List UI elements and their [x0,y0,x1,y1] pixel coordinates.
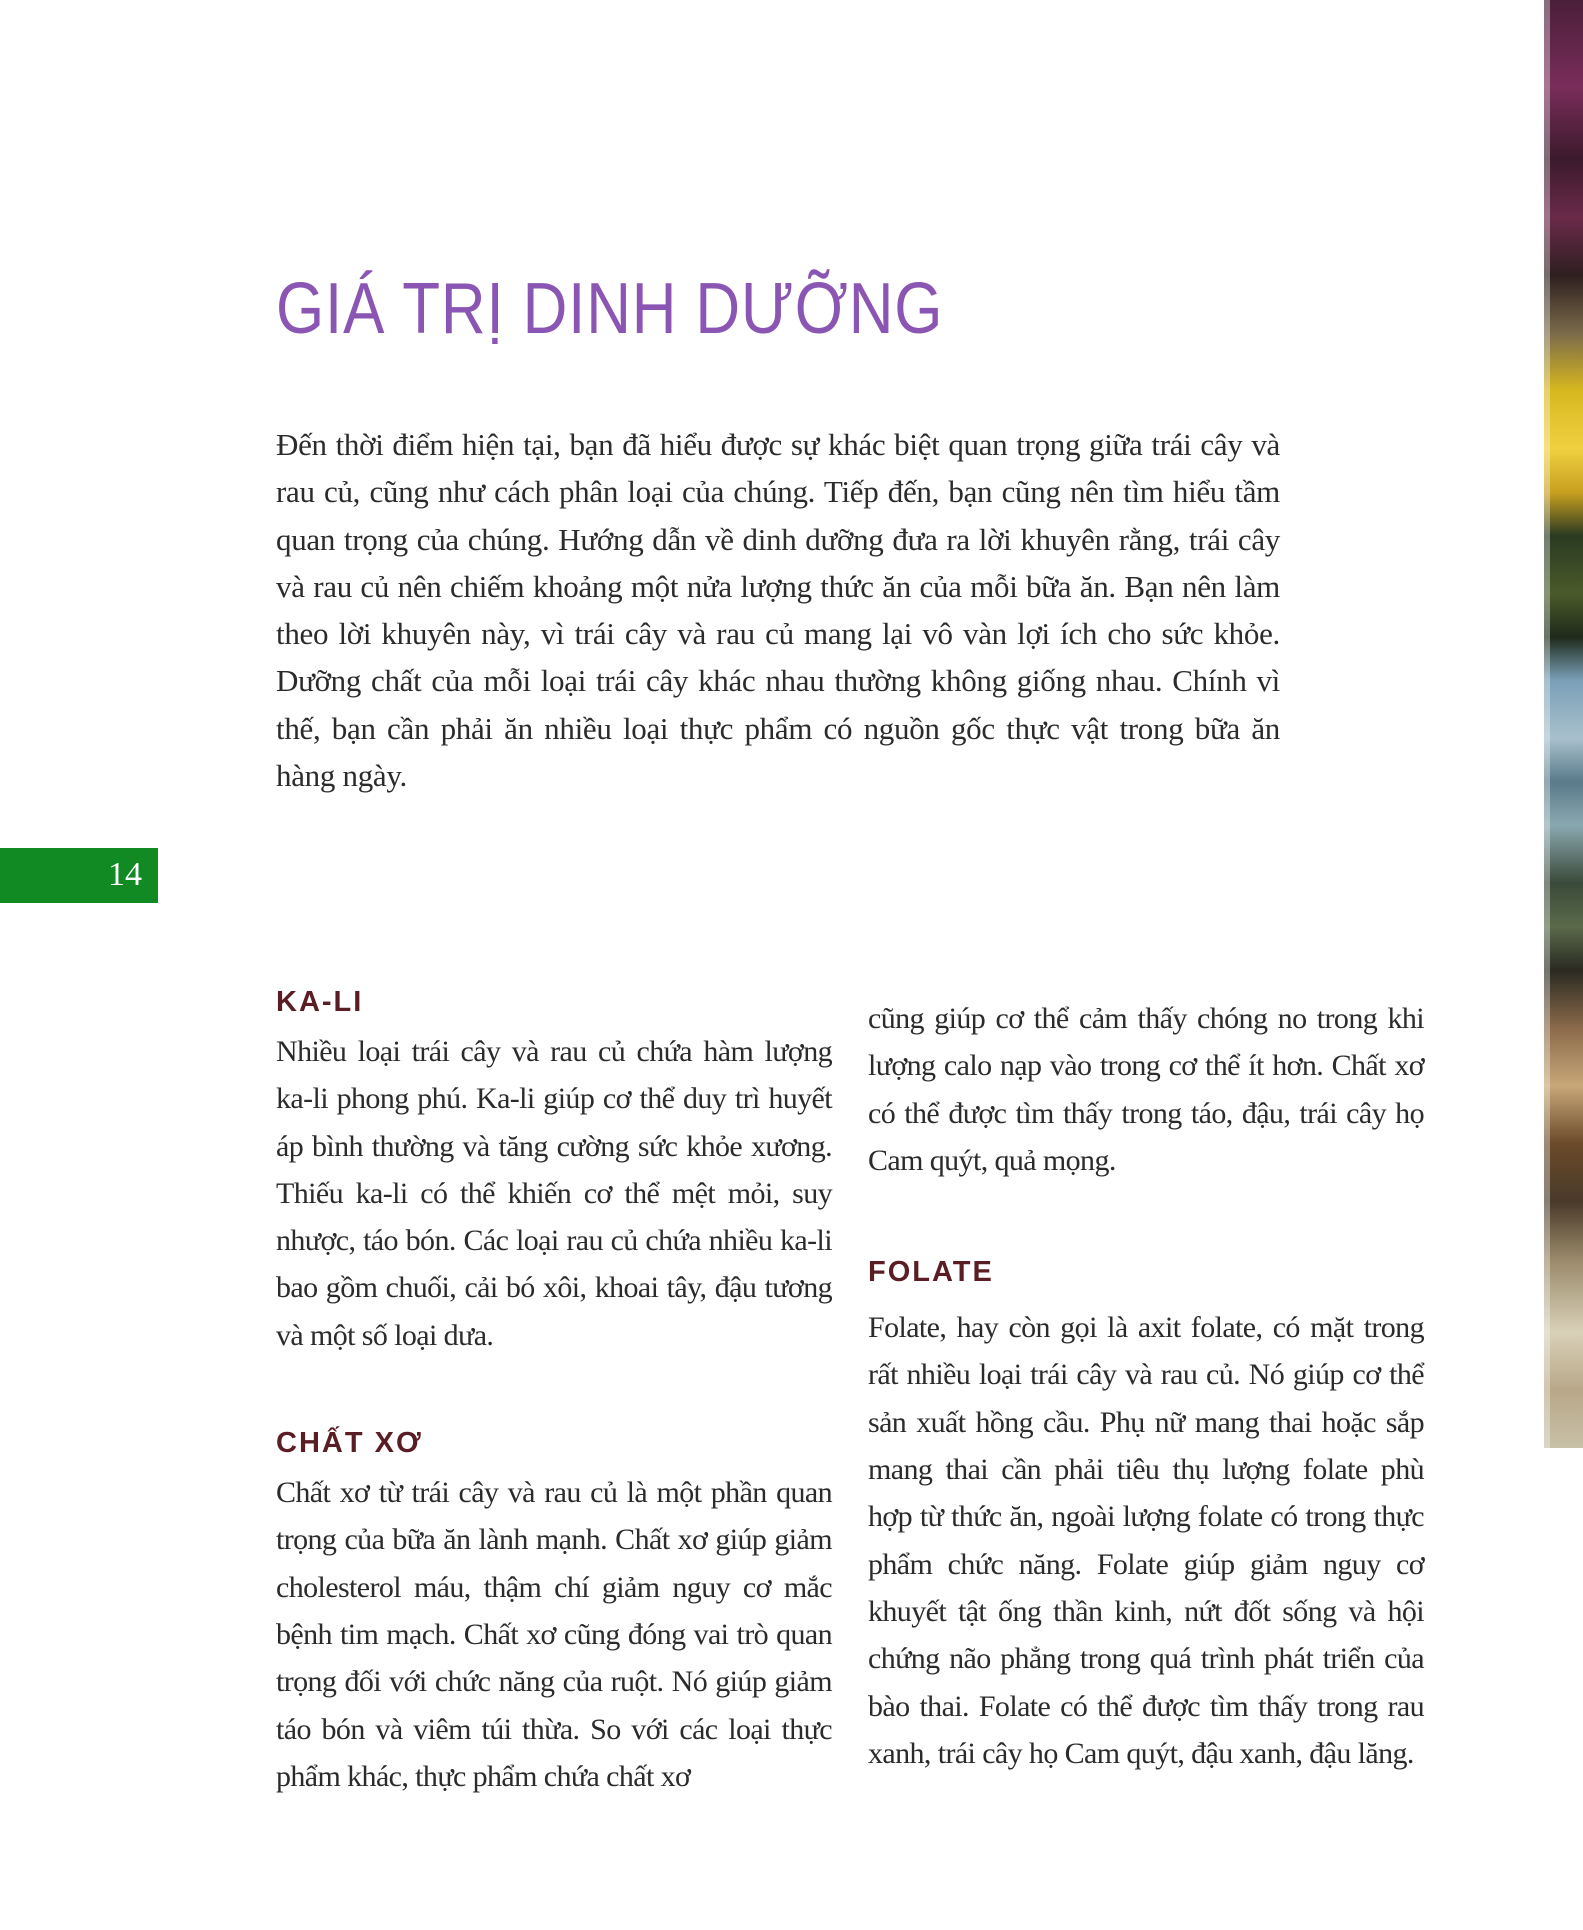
section-heading-folate: FOLATE [868,1256,994,1289]
page-number-tab [0,848,158,903]
section-heading-kali: KA-LI [276,986,364,1018]
section-body-folate: Folate, hay còn gọi là axit folate, có mặt trong rất nhiều loại trái cây và rau củ. Nó giúp cơ thể sản xuất hồng cầu. Phụ nữ mang thai hoặc sắp mang thai cần phải tiêu thụ lượng folate phù hợp từ thức ăn, ngoài lượng folate có trong thực phẩm chức năng. Folate giúp giảm nguy cơ khuyết tật ống thần kinh, nứt đốt sống và hội chứng não phẳng trong quá trình phát triển của bào thai. Folate có thể được tìm thấy trong rau xanh, trái cây họ Cam quýt, đậu xanh, đậu lăng. [868,1311,1424,1770]
section-body-chatxo-continued: cũng giúp cơ thể cảm thấy chóng no trong khi lượng calo nạp vào trong cơ thể ít hơn. Chất xơ có thể được tìm thấy trong táo, đậu, trái cây họ Cam quýt, quả mọng. [868,1002,1424,1177]
section-heading-chatxo: CHẤT XƠ [276,1427,423,1460]
left-column [276,984,832,1800]
right-column [868,995,1424,1777]
page-title: GIÁ TRỊ DINH DƯỠNG [276,269,944,349]
section-body-chatxo: Chất xơ từ trái cây và rau củ là một phần quan trọng của bữa ăn lành mạnh. Chất xơ giúp giảm cholesterol máu, thậm chí giảm nguy cơ mắc bệnh tim mạch. Chất xơ cũng đóng vai trò quan trọng đối với chức năng của ruột. Nó giúp giảm táo bón và viêm túi thừa. So với các loại thực phẩm khác, thực phẩm chứa chất xơ [276,1476,832,1793]
produce-photo-strip [1544,0,1583,1448]
intro-paragraph: Đến thời điểm hiện tại, bạn đã hiểu được sự khác biệt quan trọng giữa trái cây và rau củ, cũng như cách phân loại của chúng. Tiếp đến, bạn cũng nên tìm hiểu tầm quan trọng của chúng. Hướng dẫn về dinh dưỡng đưa ra lời khuyên rằng, trái cây và rau củ nên chiếm khoảng một nửa lượng thức ăn của mỗi bữa ăn. Bạn nên làm theo lời khuyên này, vì trái cây và rau củ mang lại vô vàn lợi ích cho sức khỏe. Dưỡng chất của mỗi loại trái cây khác nhau thường không giống nhau. Chính vì thế, bạn cần phải ăn nhiều loại thực phẩm có nguồn gốc thực vật trong bữa ăn hàng ngày. [276,427,1280,794]
page-number: 14 [108,856,142,893]
section-body-kali: Nhiều loại trái cây và rau củ chứa hàm lượng ka-li phong phú. Ka-li giúp cơ thể duy trì huyết áp bình thường và tăng cường sức khỏe xương. Thiếu ka-li có thể khiến cơ thể mệt mỏi, suy nhược, táo bón. Các loại rau củ chứa nhiều ka-li bao gồm chuối, cải bó xôi, khoai tây, đậu tương và một số loại dưa. [276,1035,832,1352]
